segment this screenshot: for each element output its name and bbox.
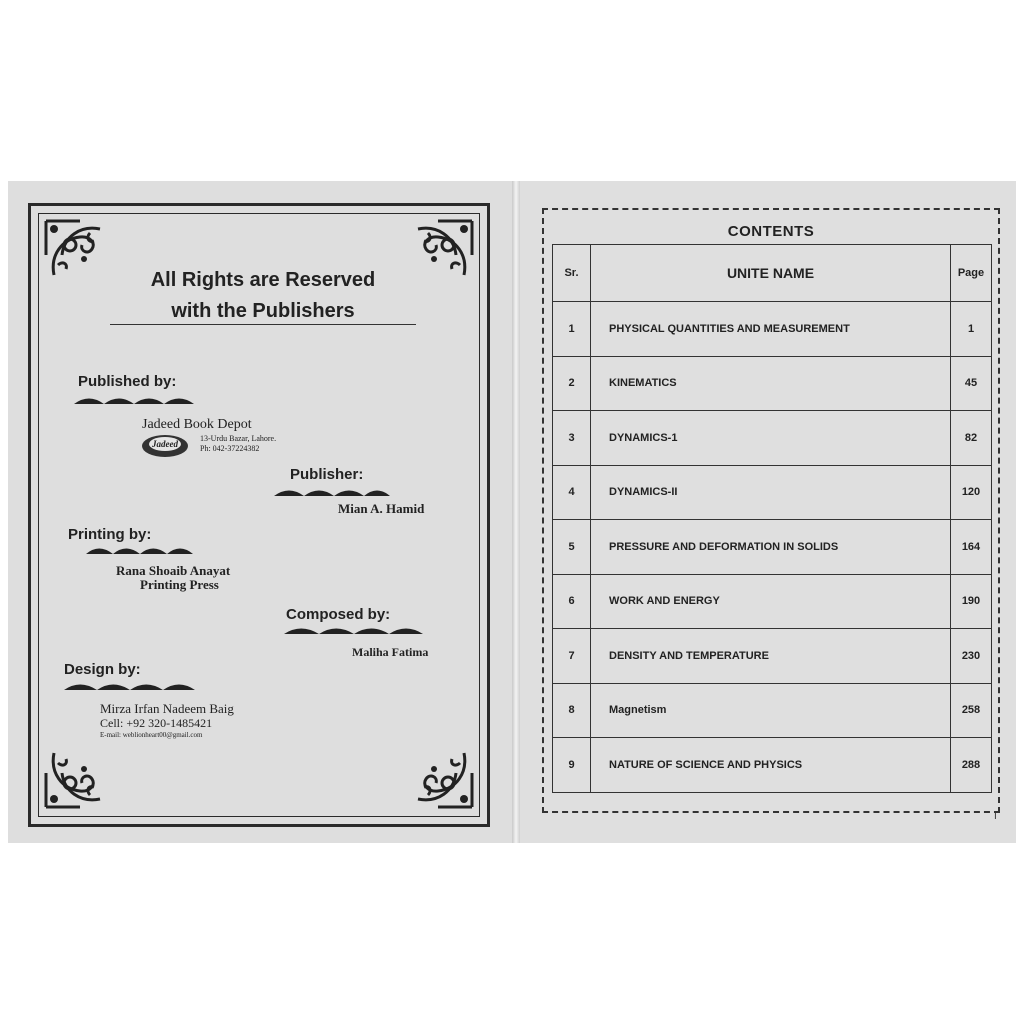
wave-divider-icon xyxy=(74,393,196,405)
design-by-label: Design by: xyxy=(64,661,141,678)
table-row xyxy=(553,574,992,629)
table-row xyxy=(553,465,992,520)
row-page: 230 xyxy=(951,629,992,684)
row-page: 1 xyxy=(951,302,992,357)
book-gutter xyxy=(512,181,520,843)
publisher-person: Mian A. Hamid xyxy=(338,501,425,516)
table-header-row xyxy=(553,245,992,302)
row-unit-name: DYNAMICS-1 xyxy=(591,411,951,466)
row-sr: 7 xyxy=(553,629,591,684)
contents-table xyxy=(552,244,992,793)
designer-name: Mirza Irfan Nadeem Baig xyxy=(100,701,234,716)
corner-ornament-icon xyxy=(40,215,118,293)
composer-name: Maliha Fatima xyxy=(352,645,429,659)
contents-title: CONTENTS xyxy=(727,223,815,240)
table-row xyxy=(553,302,992,357)
corner-ornament-icon xyxy=(40,735,118,813)
row-unit-name: DYNAMICS-II xyxy=(591,465,951,520)
rights-heading xyxy=(108,265,418,327)
composed-by-label: Composed by: xyxy=(286,606,391,623)
header-unit-name: UNITE NAME xyxy=(591,245,951,302)
published-by-label: Published by: xyxy=(78,373,177,390)
row-page: 164 xyxy=(951,520,992,575)
row-sr: 3 xyxy=(553,411,591,466)
printer-press: Printing Press xyxy=(140,577,219,592)
row-page: 288 xyxy=(951,738,992,793)
table-row xyxy=(553,356,992,411)
row-sr: 5 xyxy=(553,520,591,575)
wave-divider-icon xyxy=(274,485,392,497)
row-unit-name: KINEMATICS xyxy=(591,356,951,411)
table-row xyxy=(553,738,992,793)
table-row xyxy=(553,520,992,575)
row-unit-name: WORK AND ENERGY xyxy=(591,574,951,629)
row-sr: 9 xyxy=(553,738,591,793)
row-sr: 8 xyxy=(553,683,591,738)
wave-divider-icon xyxy=(64,679,196,691)
row-sr: 4 xyxy=(553,465,591,520)
wave-divider-icon xyxy=(284,623,424,635)
designer-email: E-mail: weblionheart00@gmail.com xyxy=(100,731,203,739)
row-sr: 2 xyxy=(553,356,591,411)
row-sr: 6 xyxy=(553,574,591,629)
book-spread xyxy=(8,181,1016,843)
heading-underline xyxy=(110,324,416,325)
row-page: 45 xyxy=(951,356,992,411)
printer-name: Rana Shoaib Anayat xyxy=(116,563,231,578)
table-row xyxy=(553,411,992,466)
row-unit-name: DENSITY AND TEMPERATURE xyxy=(591,629,951,684)
publisher-name: Jadeed Book Depot xyxy=(142,417,252,432)
row-unit-name: Magnetism xyxy=(591,683,951,738)
corner-ornament-icon xyxy=(400,735,478,813)
contents-page xyxy=(520,181,1016,843)
rights-heading-line1: All Rights are Reserved xyxy=(150,269,376,291)
row-page: 190 xyxy=(951,574,992,629)
page-number-mark: I xyxy=(994,811,997,822)
publisher-label: Publisher: xyxy=(290,466,364,483)
designer-cell: Cell: +92 320-1485421 xyxy=(100,716,213,730)
jadeed-logo-icon xyxy=(140,433,190,459)
header-page: Page xyxy=(951,245,992,302)
table-row xyxy=(553,683,992,738)
rights-heading-line2: with the Publishers xyxy=(171,300,355,322)
row-page: 120 xyxy=(951,465,992,520)
row-unit-name: PHYSICAL QUANTITIES AND MEASUREMENT xyxy=(591,302,951,357)
row-page: 82 xyxy=(951,411,992,466)
printing-by-label: Printing by: xyxy=(68,526,152,543)
row-unit-name: NATURE OF SCIENCE AND PHYSICS xyxy=(591,738,951,793)
row-page: 258 xyxy=(951,683,992,738)
publisher-phone: Ph: 042-37224382 xyxy=(200,444,260,453)
row-unit-name: PRESSURE AND DEFORMATION IN SOLIDS xyxy=(591,520,951,575)
wave-divider-icon xyxy=(86,543,194,555)
header-sr: Sr. xyxy=(553,245,591,302)
table-row xyxy=(553,629,992,684)
row-sr: 1 xyxy=(553,302,591,357)
logo-text: Jadeed xyxy=(152,439,178,449)
publisher-address: 13-Urdu Bazar, Lahore. xyxy=(200,434,277,443)
copyright-page xyxy=(8,181,512,843)
